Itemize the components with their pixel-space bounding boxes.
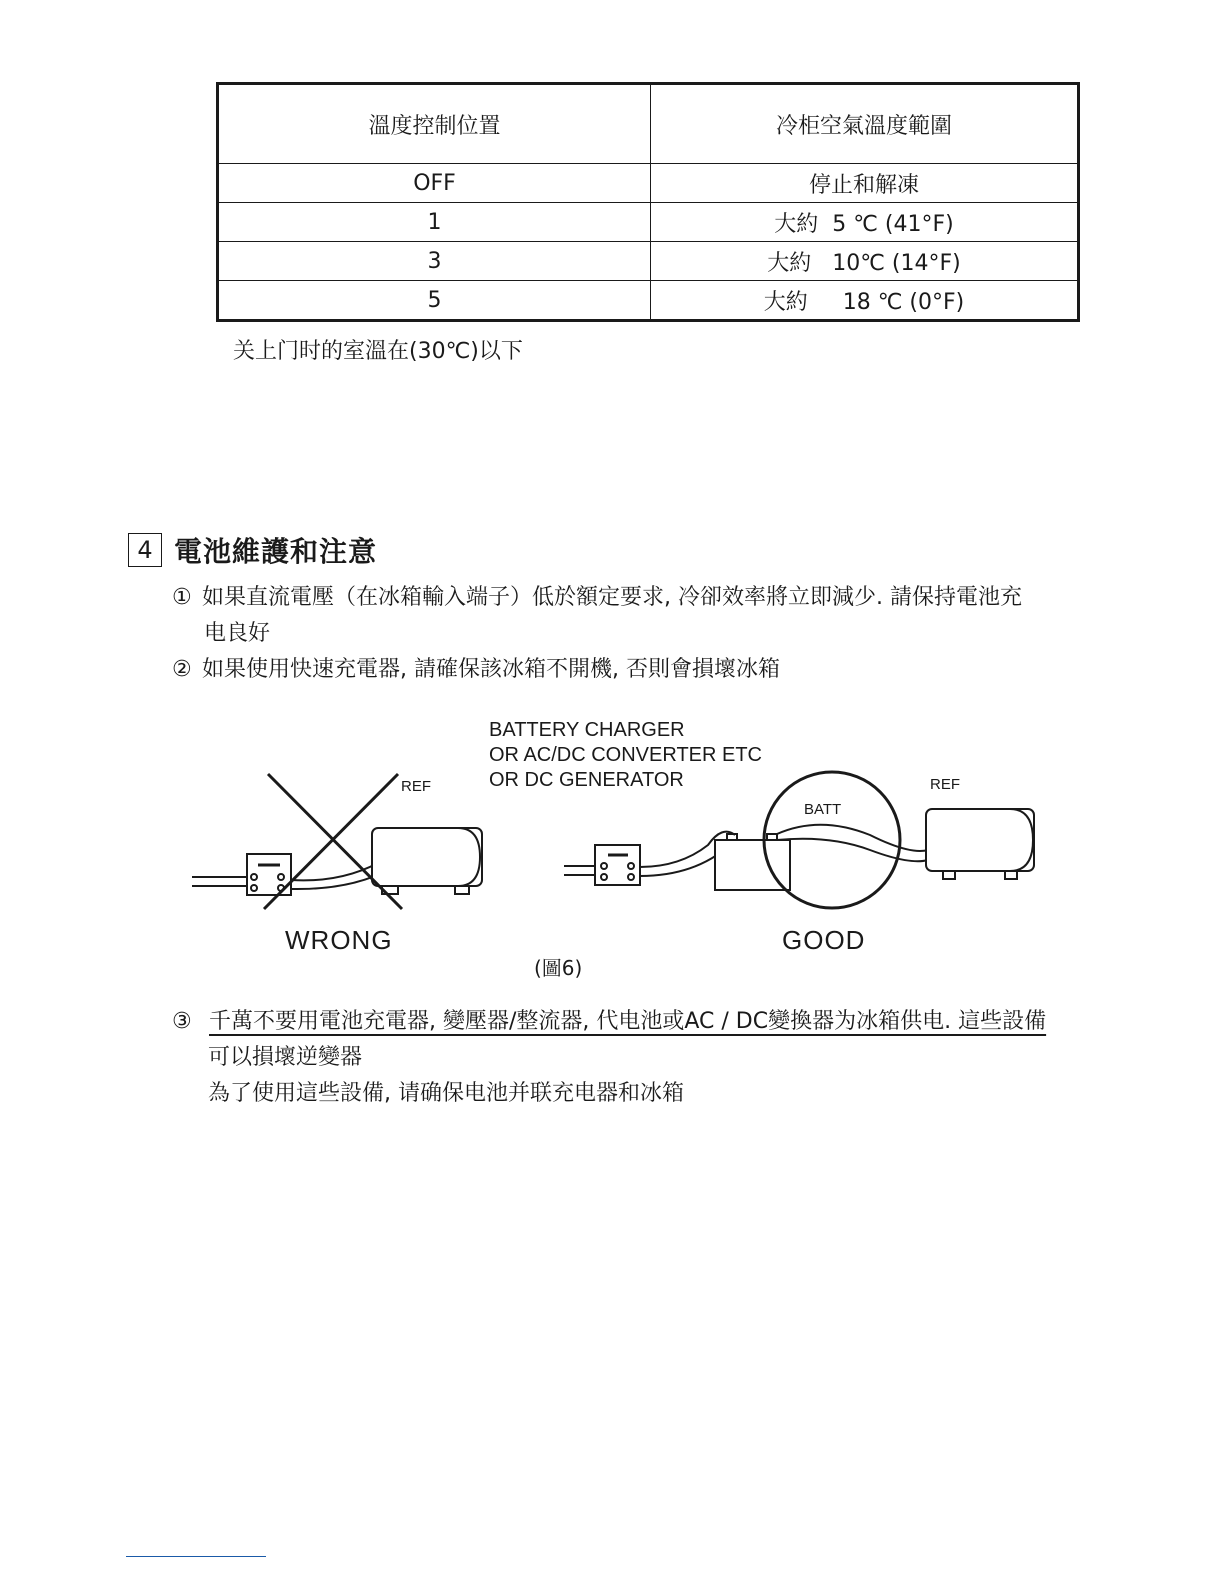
- footer-rule: [126, 1556, 266, 1557]
- table-cell: 大約 5 ℃ (41°F): [651, 203, 1079, 242]
- table-header-cell: 溫度控制位置: [218, 84, 651, 164]
- table-cell: 大約 10℃ (14°F): [651, 242, 1079, 281]
- list-item: [172, 580, 1092, 652]
- section-number: 4: [128, 533, 162, 567]
- item-text-continued: 电良好: [204, 621, 271, 646]
- charger-label-line-1: BATTERY CHARGER: [489, 719, 685, 741]
- batt-label: BATT: [804, 801, 842, 818]
- item-marker: ③: [172, 1009, 192, 1034]
- good-diagram: [564, 772, 1034, 908]
- table-row: [218, 242, 1079, 281]
- wiring-diagram: [150, 705, 1050, 955]
- warning-text-underlined: 千萬不要用電池充電器, 變壓器/整流器, 代电池或AC / DC變換器为冰箱供电. 這些設備: [209, 1009, 1047, 1034]
- table-row: [218, 164, 1079, 203]
- table-header-cell: 冷柜空氣溫度範圍: [651, 84, 1079, 164]
- item-marker: ②: [172, 657, 192, 682]
- table-cell: 5: [218, 281, 651, 321]
- section-heading: [128, 530, 377, 570]
- list-item: [172, 652, 1092, 688]
- table-cell: 1: [218, 203, 651, 242]
- warning-text-continued: 可以損壞逆變器: [208, 1045, 363, 1070]
- table-row: [218, 203, 1079, 242]
- list-item: [172, 1004, 1092, 1112]
- warning-text-continued: 為了使用這些設備, 请确保电池并联充电器和冰箱: [208, 1081, 684, 1106]
- table-cell: 3: [218, 242, 651, 281]
- table-header-row: [218, 84, 1079, 164]
- table-cell: 停止和解凍: [651, 164, 1079, 203]
- item-text: 如果使用快速充電器, 請確保該冰箱不開機, 否則會損壞冰箱: [202, 657, 780, 682]
- fridge-icon: [926, 809, 1034, 871]
- wrong-diagram: [192, 774, 482, 909]
- table-cell: OFF: [218, 164, 651, 203]
- temperature-table: [216, 82, 1080, 322]
- fridge-icon: [372, 828, 482, 886]
- charger-label-line-3: OR DC GENERATOR: [489, 769, 684, 791]
- table-row: [218, 281, 1079, 321]
- ref-label-left: REF: [401, 778, 431, 795]
- charger-label-line-2: OR AC/DC CONVERTER ETC: [489, 744, 762, 766]
- item-text: 如果直流電壓（在冰箱輸入端子）低於額定要求, 冷卻效率將立即減少. 請保持電池充: [202, 585, 1022, 610]
- figure-caption: (圖6): [534, 956, 583, 980]
- table-cell: 大約 18 ℃ (0°F): [651, 281, 1079, 321]
- good-label: GOOD: [782, 925, 866, 955]
- table-note: 关上门时的室溫在(30℃)以下: [233, 339, 523, 364]
- section-title: 電池維護和注意: [174, 535, 378, 568]
- item-marker: ①: [172, 585, 192, 610]
- wrong-label: WRONG: [285, 925, 393, 955]
- ref-label-right: REF: [930, 776, 960, 793]
